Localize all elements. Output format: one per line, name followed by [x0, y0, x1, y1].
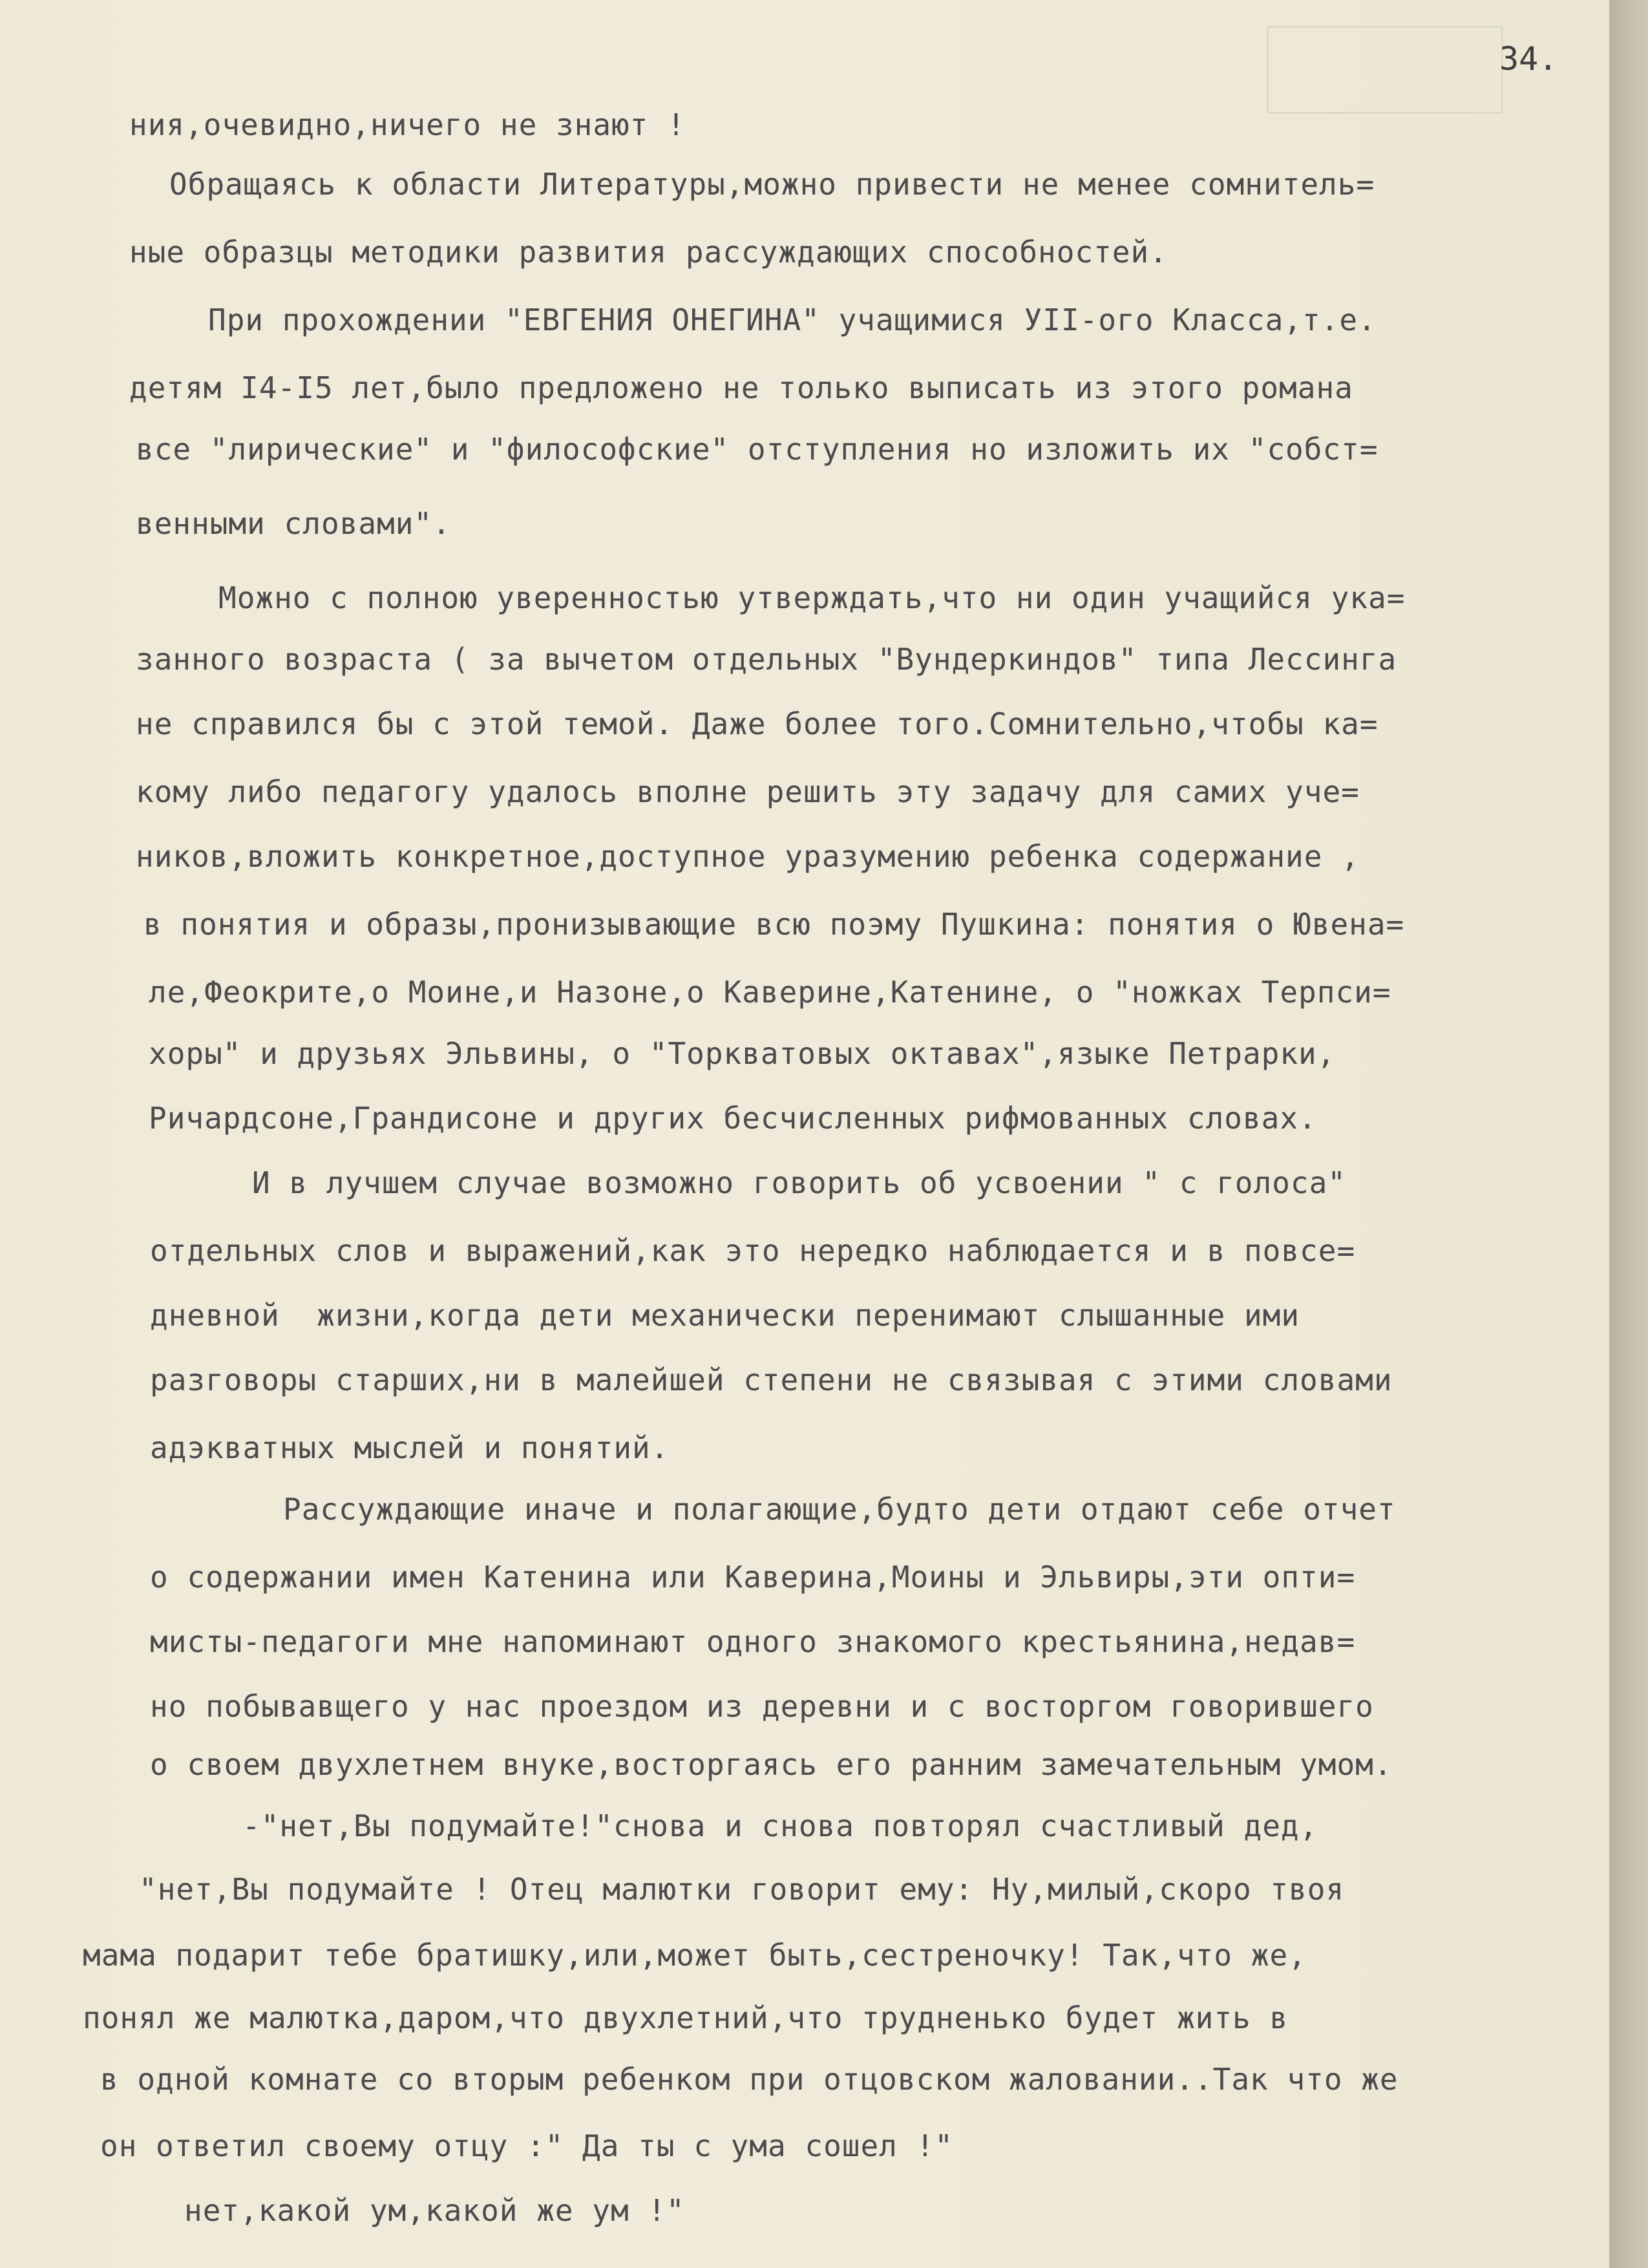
text-line: мама подарит тебе братишку,или,может быть,сестреночку! Так,что же, — [83, 1938, 1307, 1973]
text-line: И в лучшем случае возможно говорить об усвоении " с голоса" — [252, 1165, 1346, 1200]
text-line: понял же малютка,даром,что двухлетний,что трудненько будет жить в — [83, 2000, 1289, 2035]
text-line: в понятия и образы,пронизывающие всю поэму Пушкина: понятия о Ювена= — [143, 907, 1405, 942]
text-line: о своем двухлетнем внуке,восторгаясь его ранним замечательным умом. — [150, 1747, 1393, 1782]
text-line: разговоры старших,ни в малейшей степени не связывая с этими словами — [150, 1362, 1393, 1397]
text-line: дневной жизни,когда дети механически перенимают слышанные ими — [150, 1298, 1300, 1333]
text-line: не справился бы с этой темой. Даже более того.Сомнительно,чтобы ка= — [136, 706, 1379, 741]
text-line: Обращаясь к области Литературы,можно привести не менее сомнитель= — [169, 167, 1375, 202]
text-line: -"нет,Вы подумайте!"снова и снова повторял счастливый дед, — [242, 1808, 1318, 1843]
page-edge — [1609, 0, 1648, 2268]
text-line: венными словами". — [136, 506, 451, 541]
text-line: ные образцы методики развития рассуждающих способностей. — [129, 235, 1168, 270]
text-line: нет,какой ум,какой же ум !" — [184, 2193, 685, 2228]
text-line: Можно с полною уверенностью утверждать,что ни один учащийся ука= — [218, 580, 1406, 615]
text-line: мисты-педагоги мне напоминают одного знакомого крестьянина,недав= — [150, 1624, 1356, 1659]
text-line: о содержании имен Катенина или Каверина,Моины и Эльвиры,эти опти= — [150, 1560, 1356, 1595]
text-line: все "лирические" и "философские" отступления но изложить их "собст= — [136, 432, 1379, 467]
text-line: кому либо педагогу удалось вполне решить эту задачу для самих уче= — [136, 774, 1360, 809]
text-line: Ричардсоне,Грандисоне и других бесчисленных рифмованных словах. — [149, 1101, 1317, 1136]
text-line: в одной комнате со вторым ребенком при отцовском жаловании..Так что же — [100, 2062, 1399, 2097]
text-line: но побывавщего у нас проездом из деревни и с восторгом говорившего — [150, 1689, 1374, 1724]
text-line: он ответил своему отцу :" Да ты с ума сошел !" — [100, 2128, 953, 2163]
text-line: ников,вложить конкретное,доступное уразумению ребенка содержание , — [136, 839, 1360, 874]
text-line: адэкватных мыслей и понятий. — [150, 1430, 670, 1465]
text-line: При прохождении "ЕВГЕНИЯ ОНЕГИНА" учащимися УII-ого Класса,т.е. — [208, 302, 1377, 337]
text-line: Рассуждающие иначе и полагающие,будто дети отдают себе отчет — [283, 1492, 1396, 1527]
text-line: занного возраста ( за вычетом отдельных "Вундеркиндов" типа Лессинга — [136, 642, 1397, 677]
faint-stamp-mark — [1267, 26, 1503, 114]
text-line: детям I4-I5 лет,было предложено не только выписать из этого романа — [129, 370, 1353, 405]
text-line: ния,очевидно,ничего не знают ! — [129, 107, 686, 142]
text-line: хоры" и друзьях Эльвины, о "Торкватовых октавах",языке Петрарки, — [149, 1036, 1336, 1071]
page-number: 34. — [1499, 40, 1558, 78]
text-line: ле,Феокрите,о Моине,и Назоне,о Каверине,Катенине, о "ножках Терпси= — [149, 975, 1391, 1010]
text-line: "нет,Вы подумайте ! Отец малютки говорит ему: Ну,милый,скоро твоя — [139, 1872, 1345, 1907]
text-line: отдельных слов и выражений,как это нередко наблюдается и в повсе= — [150, 1233, 1356, 1268]
